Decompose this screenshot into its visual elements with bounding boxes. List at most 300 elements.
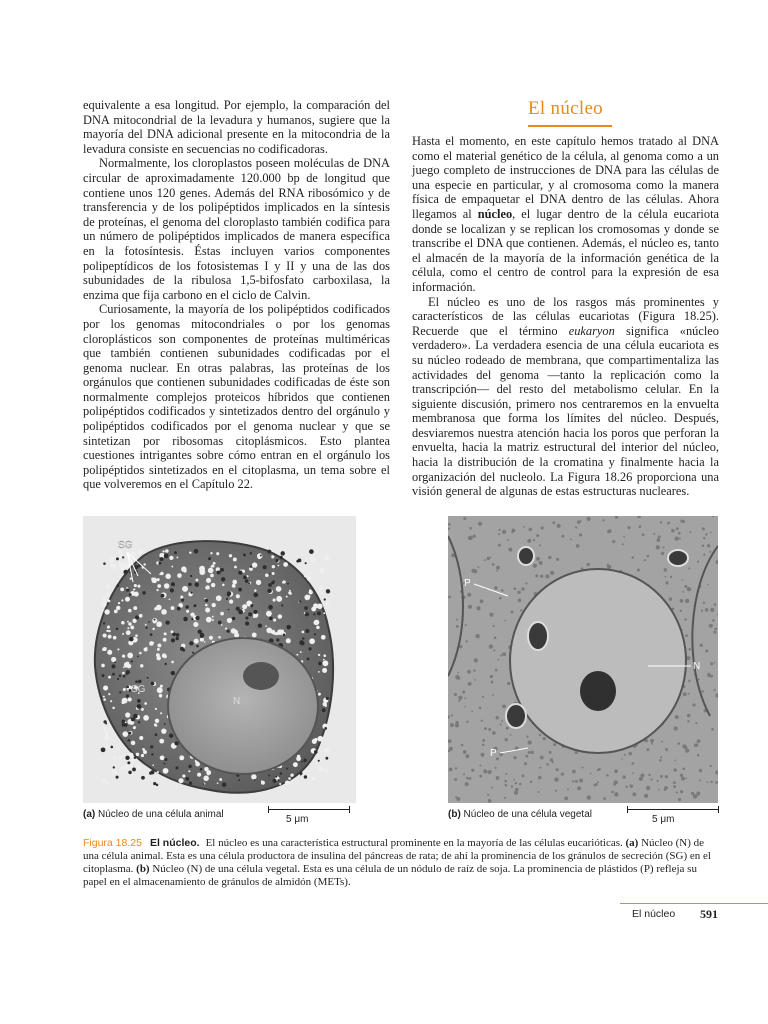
- texture-granule: [182, 649, 185, 652]
- texture-granule: [194, 639, 199, 644]
- texture-granule: [308, 647, 311, 650]
- texture-granule: [122, 731, 128, 737]
- texture-granule: [685, 749, 689, 753]
- texture-granule: [679, 537, 681, 539]
- texture-granule: [141, 754, 144, 757]
- texture-granule: [108, 676, 111, 679]
- texture-granule: [482, 739, 485, 742]
- texture-granule: [128, 654, 130, 656]
- texture-granule: [212, 619, 214, 621]
- texture-granule: [632, 772, 634, 774]
- texture-granule: [324, 556, 329, 561]
- texture-granule: [142, 591, 145, 594]
- texture-granule: [653, 533, 655, 535]
- texture-granule: [673, 785, 676, 788]
- texture-granule: [662, 546, 664, 548]
- texture-granule: [506, 727, 509, 730]
- texture-granule: [539, 734, 541, 736]
- texture-granule: [489, 644, 493, 648]
- texture-granule: [521, 587, 524, 590]
- texture-granule: [195, 616, 199, 620]
- texture-granule: [171, 606, 175, 610]
- texture-granule: [155, 733, 158, 736]
- texture-granule: [171, 566, 173, 568]
- texture-granule: [134, 592, 139, 597]
- texture-granule: [603, 797, 606, 800]
- texture-granule: [703, 537, 705, 539]
- texture-granule: [671, 529, 675, 533]
- texture-granule: [475, 634, 479, 638]
- texture-granule: [664, 789, 666, 791]
- texture-granule: [165, 574, 170, 579]
- texture-granule: [185, 605, 189, 609]
- texture-granule: [313, 620, 318, 625]
- texture-granule: [676, 791, 678, 793]
- texture-granule: [628, 752, 632, 756]
- texture-granule: [540, 756, 544, 760]
- texture-granule: [448, 523, 451, 526]
- texture-granule: [219, 778, 222, 781]
- texture-granule: [260, 554, 262, 556]
- texture-granule: [114, 661, 116, 663]
- texture-granule: [468, 605, 472, 609]
- texture-granule: [463, 750, 467, 754]
- texture-granule: [543, 737, 546, 740]
- texture-granule: [317, 736, 323, 742]
- texture-granule: [575, 780, 578, 783]
- texture-granule: [286, 638, 291, 643]
- texture-granule: [273, 599, 276, 602]
- texture-granule: [707, 782, 709, 784]
- texture-granule: [229, 554, 232, 557]
- texture-granule: [664, 568, 668, 572]
- texture-granule: [176, 633, 180, 637]
- texture-granule: [269, 617, 273, 621]
- texture-granule: [313, 603, 318, 608]
- texture-granule: [324, 748, 329, 753]
- texture-granule: [676, 527, 679, 530]
- texture-granule: [490, 771, 492, 773]
- texture-granule: [685, 778, 687, 780]
- texture-granule: [228, 609, 230, 611]
- texture-granule: [188, 770, 190, 772]
- texture-granule: [121, 599, 123, 601]
- texture-granule: [104, 736, 109, 741]
- texture-granule: [200, 768, 203, 771]
- texture-granule: [710, 532, 712, 534]
- texture-granule: [499, 597, 502, 600]
- texture-granule: [674, 536, 678, 540]
- texture-granule: [689, 531, 691, 533]
- texture-granule: [316, 626, 320, 630]
- texture-granule: [590, 773, 592, 775]
- texture-granule: [234, 633, 239, 638]
- texture-granule: [129, 637, 134, 642]
- texture-granule: [199, 566, 205, 572]
- texture-granule: [504, 780, 507, 783]
- texture-granule: [218, 636, 221, 639]
- texture-granule: [321, 635, 326, 640]
- texture-granule: [136, 753, 140, 757]
- texture-granule: [678, 798, 681, 801]
- texture-granule: [315, 550, 318, 553]
- texture-granule: [161, 728, 166, 733]
- texture-granule: [451, 714, 453, 716]
- texture-granule: [522, 774, 525, 777]
- texture-granule: [455, 796, 457, 798]
- texture-granule: [137, 699, 141, 703]
- texture-granule: [290, 773, 293, 776]
- texture-granule: [466, 640, 468, 642]
- texture-granule: [122, 633, 124, 635]
- texture-granule: [135, 680, 138, 683]
- texture-granule: [110, 700, 112, 702]
- texture-granule: [314, 750, 318, 754]
- texture-granule: [684, 618, 686, 620]
- texture-granule: [106, 584, 110, 588]
- scale-bar-label: 5 μm: [652, 814, 675, 825]
- texture-granule: [705, 533, 707, 535]
- texture-granule: [715, 781, 718, 784]
- texture-granule: [324, 598, 326, 600]
- texture-granule: [103, 622, 105, 624]
- texture-granule: [125, 597, 130, 602]
- texture-granule: [229, 600, 233, 604]
- texture-granule: [157, 578, 160, 581]
- texture-granule: [685, 634, 688, 637]
- texture-granule: [131, 660, 133, 662]
- texture-granule: [160, 685, 163, 688]
- texture-granule: [206, 578, 211, 583]
- texture-granule: [276, 586, 282, 592]
- texture-granule: [164, 663, 166, 665]
- texture-granule: [666, 750, 668, 752]
- texture-granule: [152, 628, 154, 630]
- texture-granule: [169, 556, 173, 560]
- texture-granule: [279, 556, 282, 559]
- texture-granule: [557, 524, 561, 528]
- texture-granule: [276, 638, 279, 641]
- texture-granule: [101, 597, 105, 601]
- texture-granule: [450, 723, 454, 727]
- texture-granule: [688, 693, 690, 695]
- texture-granule: [267, 589, 271, 593]
- texture-granule: [307, 657, 310, 660]
- right-text-column: [412, 134, 719, 499]
- texture-granule: [502, 704, 506, 708]
- texture-granule: [157, 771, 159, 773]
- texture-granule: [504, 620, 506, 622]
- texture-granule: [468, 536, 472, 540]
- texture-granule: [143, 563, 145, 565]
- texture-granule: [707, 544, 710, 547]
- texture-granule: [505, 773, 507, 775]
- texture-granule: [102, 633, 106, 637]
- texture-granule: [289, 590, 291, 592]
- texture-granule: [123, 570, 128, 575]
- texture-granule: [140, 664, 143, 667]
- texture-granule: [540, 575, 543, 578]
- texture-granule: [579, 779, 583, 783]
- texture-granule: [322, 660, 328, 666]
- texture-granule: [487, 794, 489, 796]
- texture-granule: [283, 562, 288, 567]
- texture-granule: [305, 612, 309, 616]
- texture-granule: [622, 543, 624, 545]
- texture-granule: [323, 659, 325, 661]
- texture-granule: [714, 603, 717, 606]
- texture-granule: [212, 616, 214, 618]
- texture-granule: [502, 652, 506, 656]
- texture-granule: [146, 647, 148, 649]
- texture-granule: [658, 535, 661, 538]
- texture-granule: [122, 655, 125, 658]
- texture-granule: [102, 648, 105, 651]
- texture-granule: [607, 564, 610, 567]
- texture-granule: [176, 557, 178, 559]
- texture-granule: [491, 786, 493, 788]
- texture-granule: [171, 582, 175, 586]
- micrograph-animal-cell: [83, 516, 356, 803]
- texture-granule: [648, 774, 650, 776]
- texture-granule: [172, 632, 176, 636]
- texture-granule: [236, 594, 240, 598]
- texture-granule: [710, 662, 713, 665]
- texture-granule: [196, 579, 199, 582]
- texture-granule: [669, 597, 673, 601]
- texture-granule: [478, 522, 482, 526]
- texture-granule: [511, 611, 514, 614]
- texture-granule: [286, 767, 288, 769]
- texture-granule: [323, 612, 325, 614]
- texture-granule: [145, 624, 147, 626]
- texture-granule: [203, 783, 205, 785]
- texture-granule: [500, 654, 502, 656]
- texture-granule: [319, 568, 324, 573]
- texture-granule: [665, 581, 668, 584]
- texture-granule: [135, 615, 139, 619]
- texture-granule: [501, 720, 503, 722]
- texture-granule: [208, 557, 211, 560]
- texture-granule: [708, 675, 711, 678]
- texture-granule: [682, 591, 684, 593]
- texture-granule: [265, 573, 269, 577]
- paragraph: Hasta el momento, en este capítulo hemos tratado al DNA como el material genético de la célula, al genoma como a un juego completo de instrucciones de DNA para las células de una especie en particular, y al cromosoma como la manera física de empaquetar el DNA dentro de las células. Ahora llegamos al núcleo, el lugar dentro de la célula eucariota donde se localizan y se replican los cromosomas y donde se transcribe el DNA que contienen. Además, el núcleo es, tanto el almacén de la mayoría de la información genética de la célula, como el centro de control para la expresión de esa información.: [412, 134, 720, 294]
- texture-granule: [191, 618, 193, 620]
- texture-granule: [245, 621, 249, 625]
- texture-granule: [467, 670, 471, 674]
- texture-granule: [577, 786, 581, 790]
- texture-granule: [680, 790, 683, 793]
- texture-granule: [482, 744, 485, 747]
- texture-granule: [116, 584, 119, 587]
- micrograph-plant-cell: [448, 516, 718, 803]
- texture-granule: [144, 702, 147, 705]
- texture-granule: [695, 722, 697, 724]
- texture-granule: [128, 739, 130, 741]
- texture-granule: [613, 540, 616, 543]
- texture-granule: [692, 703, 695, 706]
- texture-granule: [539, 767, 541, 769]
- texture-granule: [678, 532, 681, 535]
- texture-granule: [159, 739, 164, 744]
- texture-granule: [627, 526, 630, 529]
- texture-granule: [268, 583, 272, 587]
- texture-granule: [714, 628, 716, 630]
- texture-granule: [505, 784, 508, 787]
- texture-granule: [473, 569, 477, 573]
- texture-granule: [646, 786, 650, 790]
- texture-granule: [147, 677, 149, 679]
- texture-granule: [128, 771, 132, 775]
- texture-granule: [153, 782, 156, 785]
- texture-granule: [205, 608, 210, 613]
- texture-granule: [625, 786, 627, 788]
- paragraph: El núcleo es uno de los rasgos más prominentes y característicos de las células eucariotas (Figura 18.25). Recuerde que el término eukaryon significa «núcleo verdadero». La verdadera esencia de una célula eucariota es su núcleo rodeado de membrana, que compartimentaliza las actividades del genoma —tanto la replicación como la transcripción— del resto del metabolismo celular. En la siguiente discusión, primero nos centraremos en la envuelta membranosa que forma los límites del núcleo. Después, desviaremos nuestra atención hacia los poros que perforan la envuelta, hacia la matriz estructural del interior del núcleo, hacia la distribución de la cromatina y finalmente hacia la organización del nucleolo. La Figura 18.26 proporciona una visión general de algunas de estas estructuras nucleares.: [412, 294, 719, 499]
- texture-granule: [624, 754, 626, 756]
- texture-granule: [623, 536, 625, 538]
- texture-granule: [141, 776, 145, 780]
- texture-granule: [699, 769, 702, 772]
- texture-granule: [120, 767, 123, 770]
- texture-granule: [511, 785, 513, 787]
- texture-granule: [674, 726, 678, 730]
- texture-granule: [607, 530, 611, 534]
- texture-granule: [614, 792, 618, 796]
- texture-granule: [131, 741, 136, 746]
- texture-granule: [481, 753, 485, 757]
- texture-granule: [139, 614, 143, 618]
- texture-granule: [137, 564, 140, 567]
- texture-granule: [689, 648, 691, 650]
- texture-granule: [575, 526, 577, 528]
- texture-granule: [155, 719, 159, 723]
- texture-granule: [507, 539, 509, 541]
- texture-granule: [126, 686, 129, 689]
- texture-granule: [538, 791, 540, 793]
- texture-granule: [670, 576, 672, 578]
- texture-granule: [126, 670, 130, 674]
- texture-granule: [107, 650, 112, 655]
- texture-granule: [660, 775, 663, 778]
- texture-granule: [304, 606, 308, 610]
- texture-granule: [189, 551, 191, 553]
- texture-granule: [687, 714, 691, 718]
- texture-granule: [323, 702, 327, 706]
- texture-granule: [322, 708, 326, 712]
- texture-granule: [157, 584, 161, 588]
- texture-granule: [164, 758, 167, 761]
- texture-granule: [320, 751, 322, 753]
- texture-granule: [309, 549, 314, 554]
- texture-granule: [497, 659, 499, 661]
- texture-granule: [209, 636, 213, 640]
- texture-granule: [116, 776, 119, 779]
- texture-granule: [300, 651, 302, 653]
- texture-granule: [253, 610, 257, 614]
- texture-granule: [275, 776, 277, 778]
- texture-granule: [204, 767, 208, 771]
- texture-granule: [296, 756, 301, 761]
- texture-granule: [250, 552, 252, 554]
- texture-granule: [712, 619, 715, 622]
- texture-granule: [710, 765, 712, 767]
- texture-granule: [280, 551, 284, 555]
- texture-granule: [189, 641, 193, 645]
- texture-granule: [268, 775, 270, 777]
- texture-granule: [135, 634, 138, 637]
- texture-granule: [471, 711, 473, 713]
- texture-granule: [479, 775, 482, 778]
- texture-granule: [171, 671, 175, 675]
- texture-granule: [157, 644, 161, 648]
- texture-granule: [138, 680, 142, 684]
- texture-granule: [710, 675, 713, 678]
- texture-granule: [455, 767, 457, 769]
- texture-granule: [150, 745, 153, 748]
- texture-granule: [160, 557, 164, 561]
- texture-granule: [555, 790, 557, 792]
- texture-granule: [309, 638, 315, 644]
- texture-granule: [484, 727, 487, 730]
- texture-granule: [546, 763, 549, 766]
- texture-granule: [278, 614, 283, 619]
- texture-granule: [119, 675, 121, 677]
- texture-granule: [702, 527, 705, 530]
- texture-granule: [710, 608, 714, 612]
- texture-granule: [550, 758, 553, 761]
- texture-granule: [137, 585, 140, 588]
- texture-granule: [150, 633, 153, 636]
- texture-granule: [217, 782, 219, 784]
- texture-granule: [108, 635, 112, 639]
- texture-granule: [123, 675, 126, 678]
- texture-granule: [570, 538, 572, 540]
- texture-granule: [465, 624, 467, 626]
- texture-granule: [504, 797, 506, 799]
- texture-granule: [175, 637, 178, 640]
- texture-granule: [205, 599, 209, 603]
- texture-granule: [123, 666, 125, 668]
- texture-granule: [322, 668, 327, 673]
- texture-granule: [665, 576, 667, 578]
- texture-granule: [455, 721, 458, 724]
- texture-granule: [109, 556, 115, 562]
- texture-granule: [602, 519, 604, 521]
- texture-granule: [220, 612, 224, 616]
- texture-granule: [673, 781, 676, 784]
- texture-granule: [185, 777, 189, 781]
- texture-granule: [120, 587, 124, 591]
- texture-granule: [117, 678, 119, 680]
- texture-granule: [195, 582, 199, 586]
- texture-granule: [210, 552, 212, 554]
- texture-granule: [293, 557, 295, 559]
- texture-granule: [164, 723, 166, 725]
- texture-granule: [250, 566, 252, 568]
- texture-granule: [688, 680, 690, 682]
- marker-sg: SG: [118, 540, 133, 551]
- texture-granule: [580, 520, 582, 522]
- texture-granule: [157, 648, 160, 651]
- texture-granule: [266, 611, 272, 617]
- texture-granule: [489, 613, 493, 617]
- texture-granule: [487, 557, 490, 560]
- texture-granule: [493, 625, 495, 627]
- texture-granule: [479, 707, 482, 710]
- texture-granule: [129, 764, 133, 768]
- texture-granule: [680, 774, 683, 777]
